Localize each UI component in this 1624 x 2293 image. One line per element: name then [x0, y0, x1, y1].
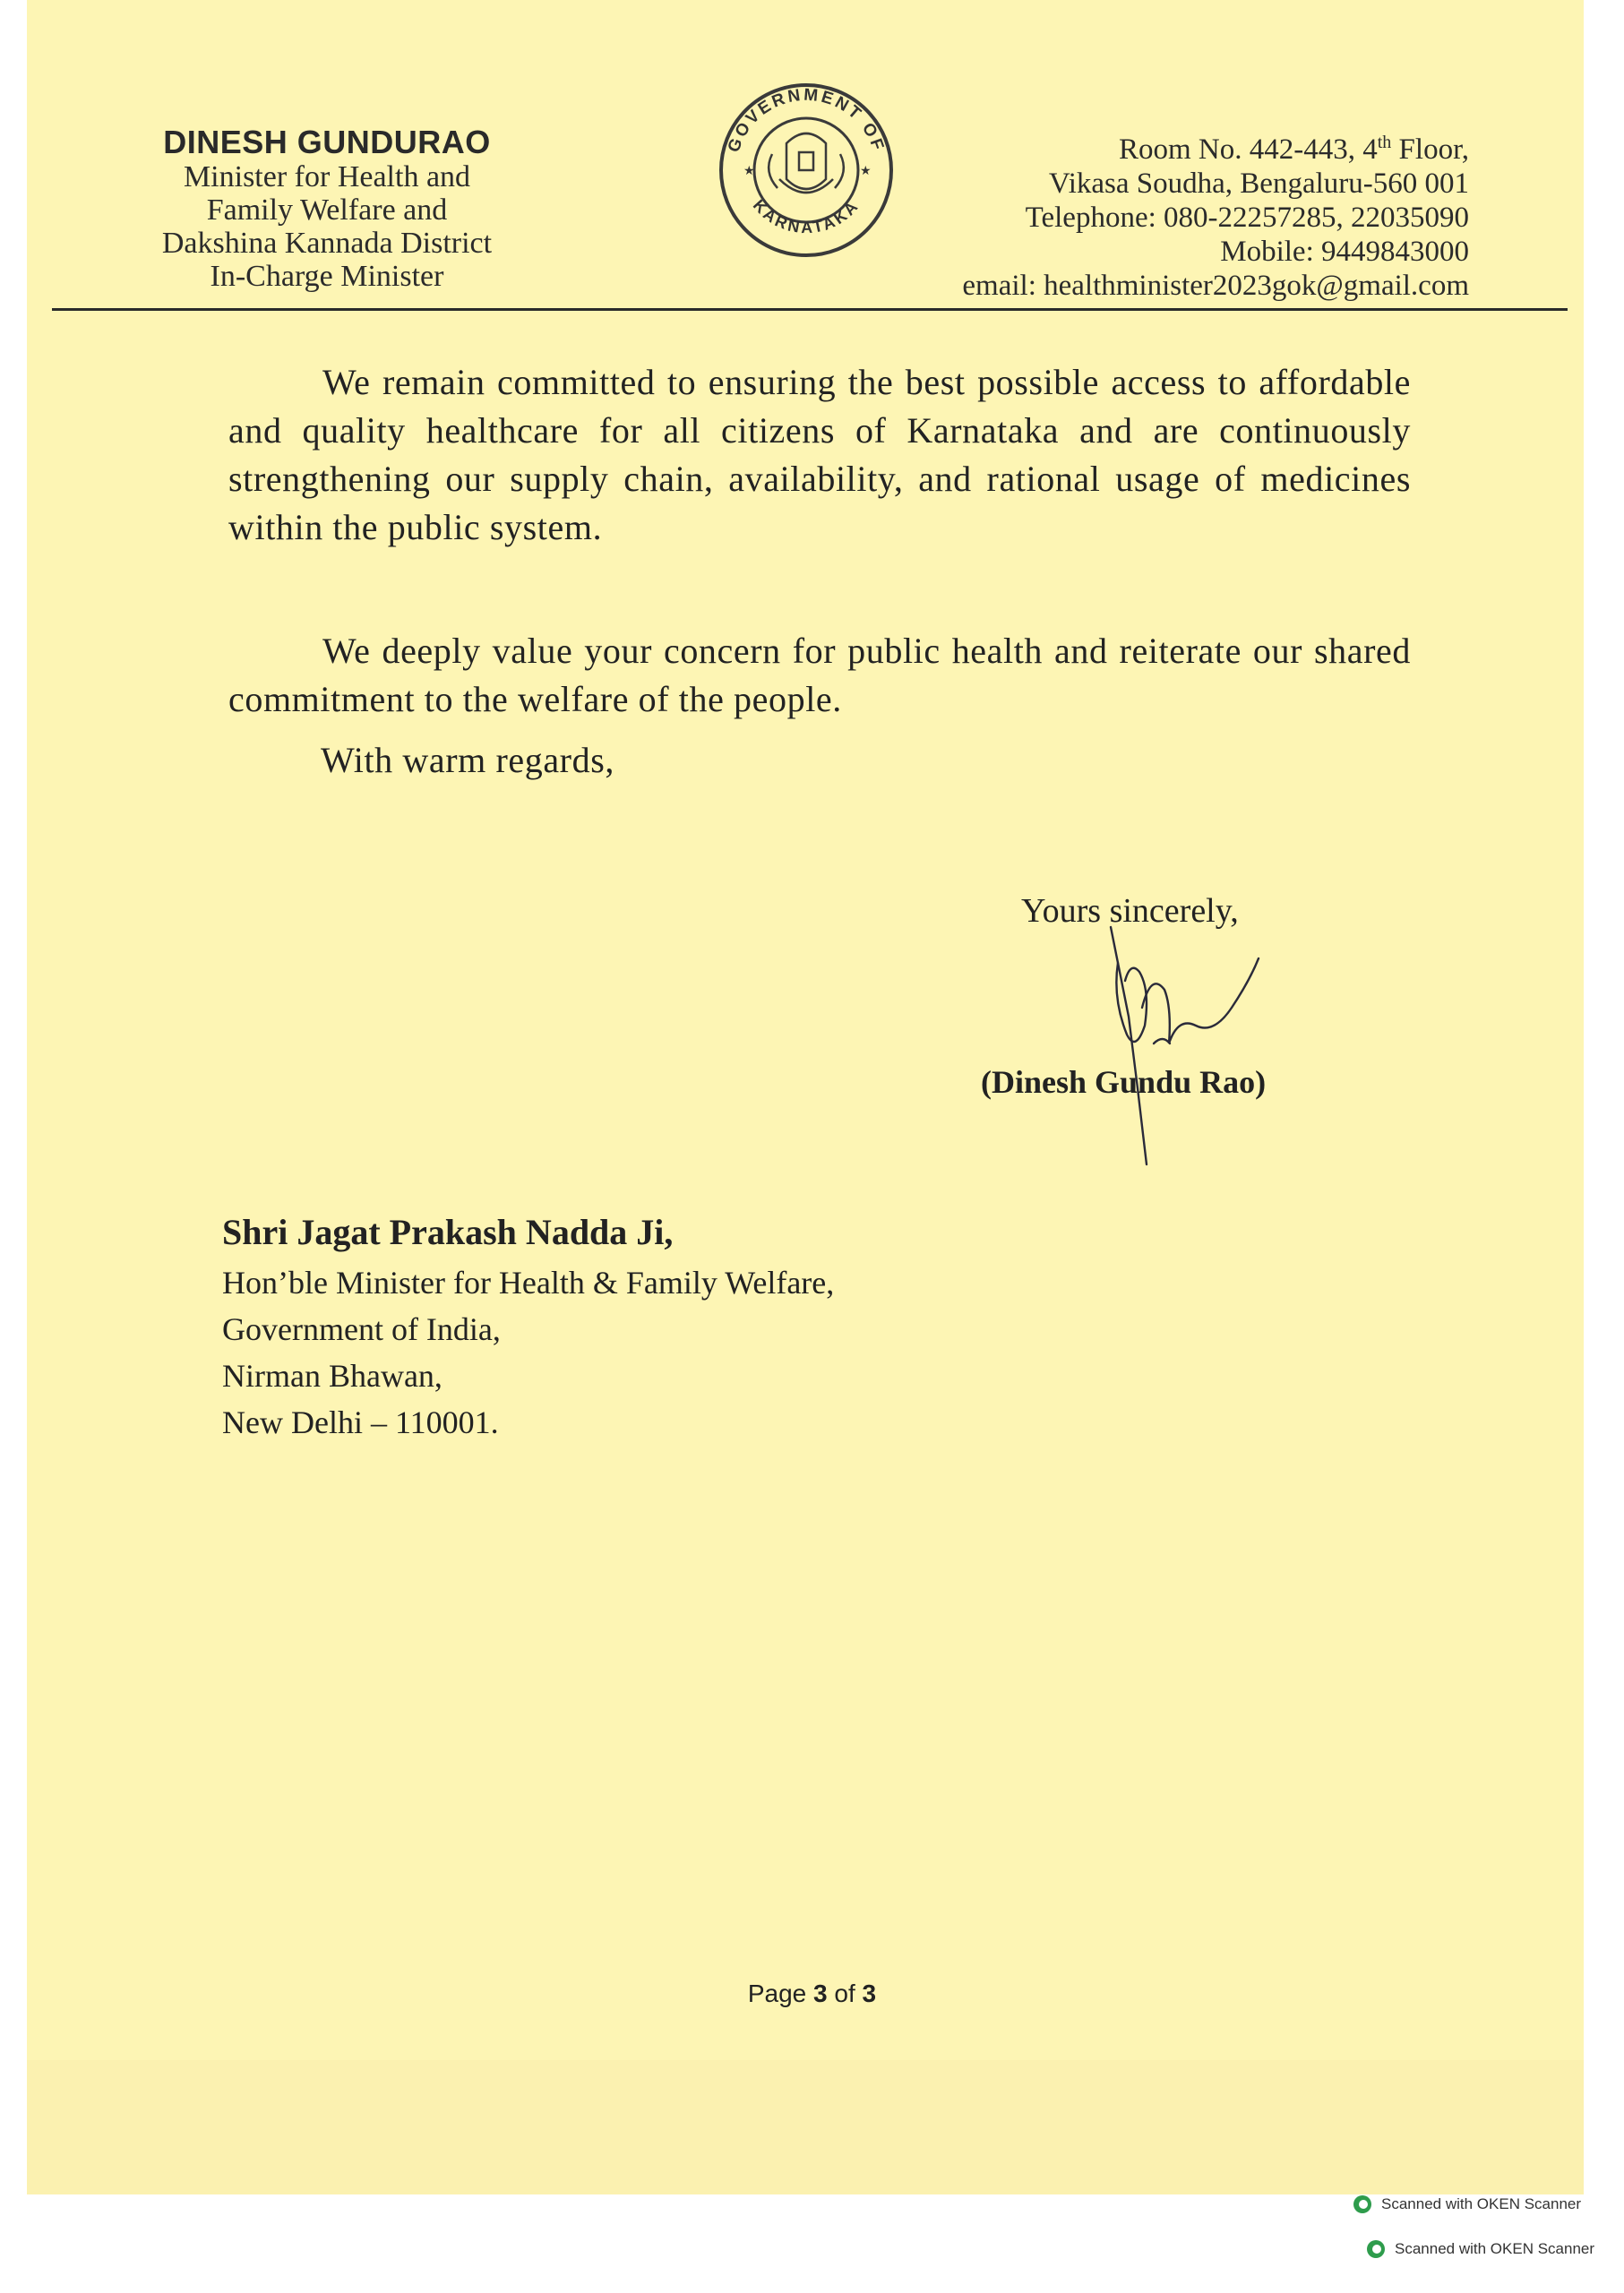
addressee-name: Shri Jagat Prakash Nadda Ji,	[222, 1212, 674, 1252]
regards-line: With warm regards,	[321, 740, 614, 780]
closing-line: Yours sincerely,	[1021, 892, 1239, 930]
body-paragraph-1: We remain committed to ensuring the best possible access to affordable and quality healthcare for all citizens of Karnataka and are continuously strengthening our supply chain, availability, and rational usage of medicines within the public system.	[228, 362, 1411, 547]
office-address-line1	[860, 125, 1469, 167]
address-room: Room No. 442-443, 4	[1118, 133, 1378, 166]
addressee-line: Hon’ble Minister for Health & Family Welfare,	[222, 1265, 835, 1301]
mobile: Mobile: 9449843000	[1220, 236, 1469, 268]
scanner-logo-icon	[1353, 2194, 1372, 2214]
minister-title-line: Family Welfare and	[206, 193, 448, 227]
office-address-line2: Vikasa Soudha, Bengaluru-560 001	[1048, 167, 1469, 200]
telephone: Telephone: 080-22257285, 22035090	[1025, 202, 1469, 234]
addressee-line: Nirman Bhawan,	[222, 1358, 443, 1394]
letterhead-divider	[52, 308, 1568, 311]
scanner-logo-icon	[1366, 2239, 1386, 2259]
handwritten-signature	[1075, 909, 1290, 1169]
page-label: Page	[747, 1980, 807, 2007]
addressee-line: Government of India,	[222, 1311, 501, 1347]
letter-sheet	[27, 0, 1584, 2194]
seal-text-bottom: KARNATAKA	[749, 196, 864, 237]
scanner-watermark	[1353, 2194, 1581, 2214]
address-floor: Floor,	[1391, 133, 1469, 166]
letterhead-left	[125, 125, 528, 293]
address-floor-suffix: th	[1377, 133, 1392, 152]
page-of: of	[834, 1980, 855, 2007]
email: email: healthminister2023gok@gmail.com	[962, 270, 1469, 302]
addressee-line: New Delhi – 110001.	[222, 1404, 499, 1440]
minister-title-line: Dakshina Kannada District	[161, 227, 493, 260]
svg-text:★: ★	[743, 165, 755, 178]
seal-text-top: GOVERNMENT OF	[724, 85, 889, 155]
scanner-watermark-text: Scanned with OKEN Scanner	[1381, 2195, 1582, 2212]
svg-text:★: ★	[860, 165, 872, 178]
letterhead-right	[860, 125, 1469, 303]
page-current: 3	[813, 1980, 828, 2007]
page-number	[0, 1980, 1624, 2008]
scanner-watermark	[1366, 2239, 1594, 2259]
svg-text:KARNATAKA	[750, 196, 863, 236]
addressee-block	[222, 1209, 834, 1446]
page-total: 3	[862, 1980, 877, 2007]
minister-name: DINESH GUNDURAO	[163, 124, 491, 160]
minister-title-line: Minister for Health and	[183, 160, 471, 193]
signee-name: (Dinesh Gundu Rao)	[981, 1064, 1267, 1100]
sheet-bottom-strip	[27, 2060, 1584, 2194]
minister-title-line: In-Charge Minister	[210, 260, 444, 293]
body-paragraph-2: We deeply value your concern for public health and reiterate our shared commitment to the welfare of the people.	[228, 631, 1411, 719]
scanner-watermark-text: Scanned with OKEN Scanner	[1395, 2240, 1595, 2257]
